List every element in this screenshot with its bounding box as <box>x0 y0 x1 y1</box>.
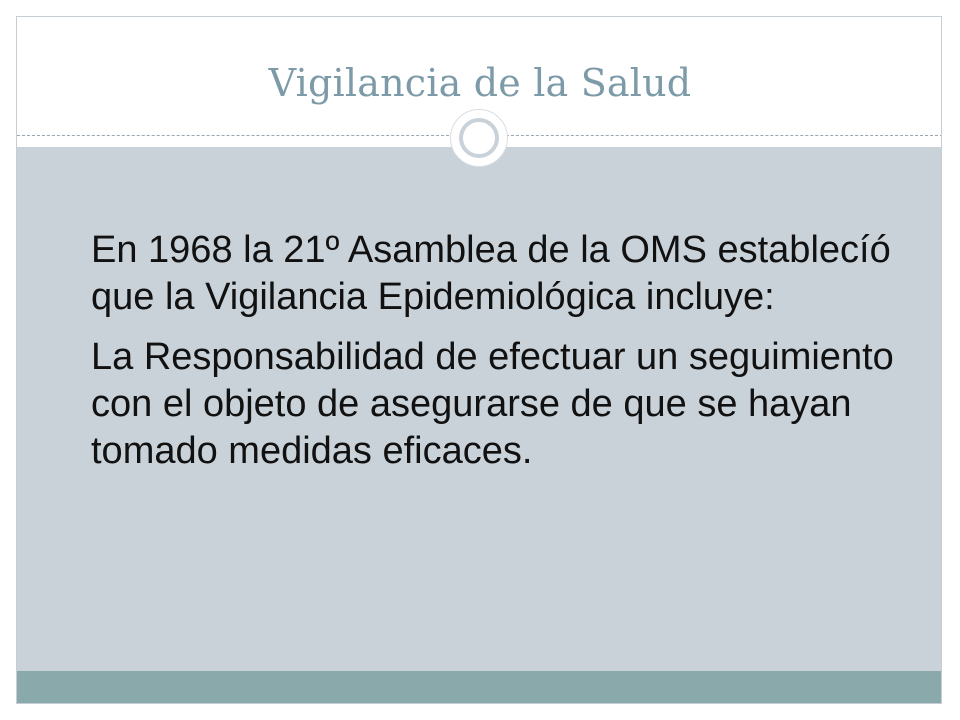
slide-body <box>91 227 911 489</box>
slide <box>16 16 942 704</box>
footer-band <box>17 671 942 704</box>
body-paragraph-1: En 1968 la 21º Asamblea de la OMS establecíó que la Vigilancia Epidemiológica incluye: <box>91 229 891 318</box>
body-paragraph-2: La Responsabilidad de efectuar un seguimiento con el objeto de asegurarse de que se hayan tomado medidas eficaces. <box>91 336 894 472</box>
slide-title: Vigilancia de la Salud <box>268 61 692 105</box>
decorative-ring-inner <box>459 118 499 158</box>
decorative-ring-icon <box>450 109 508 167</box>
